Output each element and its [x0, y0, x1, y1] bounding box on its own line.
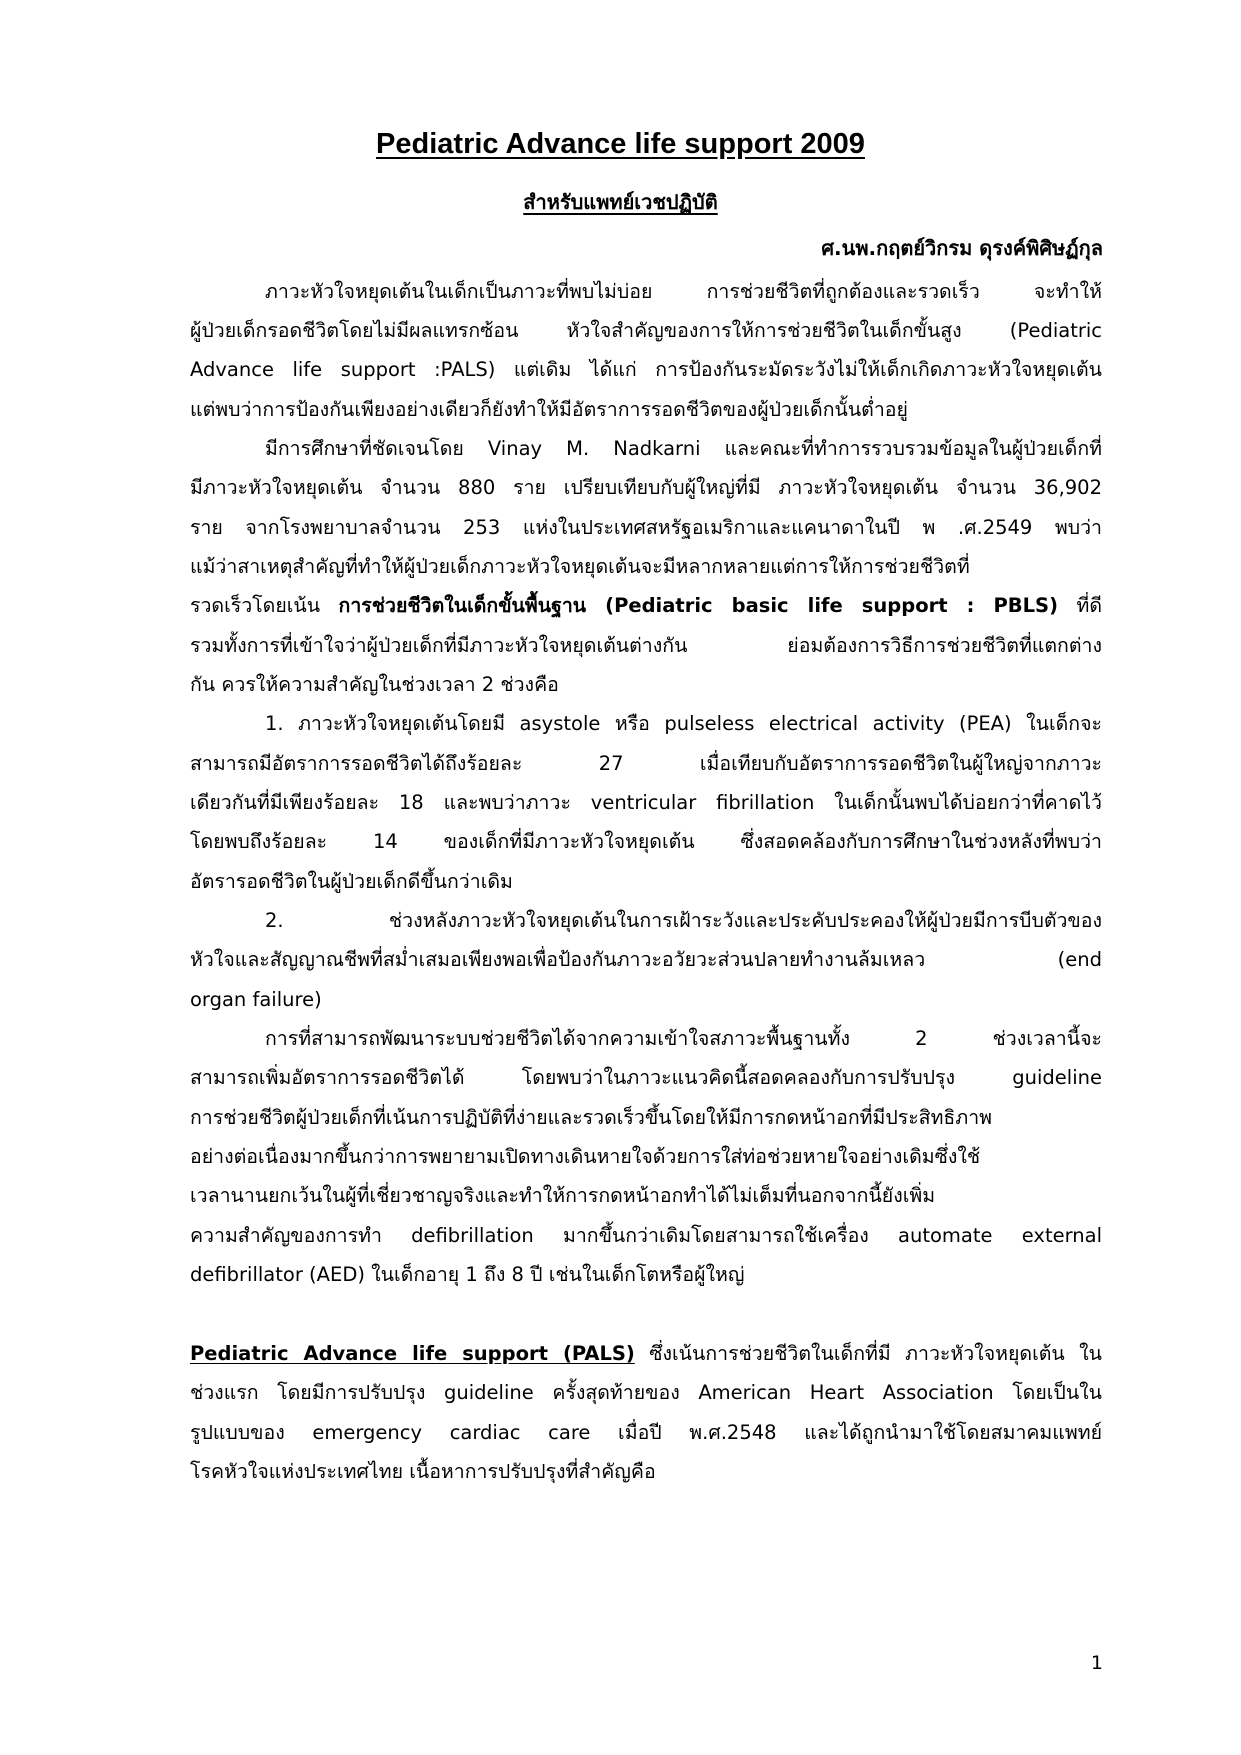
paragraph-text: ที่ดี	[1076, 594, 1102, 617]
paragraph-line: การช่วยชีวิตผู้ป่วยเด็กที่เน้นการปฏิบัติที่ง่ายและรวดเร็วขึ้นโดยให้มีการกดหน้าอกที่มีประสิทธิภาพ	[190, 1106, 992, 1129]
paragraph-line: defibrillator (AED) ในเด็กอายุ 1 ถึง 8 ปี เช่นในเด็กโตหรือผู้ใหญ่	[190, 1263, 745, 1286]
paragraph-line: แต่พบว่าการป้องกันเพียงอย่างเดียวก็ยังทำให้มีอัตราการรอดชีวิตของผู้ป่วยเด็กนั้นต่ำอยู่	[190, 398, 908, 421]
paragraph-text: ซึ่งเน้นการช่วยชีวิตในเด็กที่มี ภาวะหัวใจหยุดเต้น ใน	[649, 1342, 1103, 1365]
list-item-line: หัวใจและสัญญาณชีพที่สม่ำเสมอเพียงพอเพื่อป้องกันภาวะอวัยวะส่วนปลายทำงานล้มเหลว (end	[190, 948, 1102, 971]
paragraph-line	[190, 1344, 1102, 1364]
document-subtitle: สำหรับแพทย์เวชปฏิบัติ	[523, 190, 718, 214]
section-heading-pals: Pediatric Advance life support (PALS)	[190, 1342, 635, 1365]
paragraph-line: รวมทั้งการที่เข้าใจว่าผู้ป่วยเด็กที่มีภาวะหัวใจหยุดเต้นต่างกัน ย่อมต้องการวิธีการช่วยชีวิตที่แตกต่าง	[190, 634, 1102, 657]
list-item-line: เดียวกันที่มีเพียงร้อยละ 18 และพบว่าภาวะ ventricular fibrillation ในเด็กนั้นพบได้บ่อยกว่าที่คาดไว้	[190, 791, 1102, 814]
paragraph-line	[190, 596, 1102, 616]
paragraph-line: โรคหัวใจแห่งประเทศไทย เนื้อหาการปรับปรุงที่สำคัญคือ	[190, 1460, 656, 1483]
list-item-line: 2. ช่วงหลังภาวะหัวใจหยุดเต้นในการเฝ้าระวังและประคับประคองให้ผู้ป่วยมีการบีบตัวของ	[265, 909, 1102, 932]
paragraph-line: ผู้ป่วยเด็กรอดชีวิตโดยไม่มีผลแทรกซ้อน หัวใจสำคัญของการให้การช่วยชีวิตในเด็กขั้นสูง (Pediatric	[190, 319, 1102, 342]
list-item-line: โดยพบถึงร้อยละ 14 ของเด็กที่มีภาวะหัวใจหยุดเต้น ซึ่งสอดคล้องกับการศึกษาในช่วงหลังที่พบว่า	[190, 830, 1102, 853]
paragraph-line: ราย จากโรงพยาบาลจำนวน 253 แห่งในประเทศสหรัฐอเมริกาและแคนาดาในปี พ .ศ.2549 พบว่า	[190, 516, 1102, 539]
paragraph-line: รูปแบบของ emergency cardiac care เมื่อปี พ.ศ.2548 และได้ถูกนำมาใช้โดยสมาคมแพทย์	[190, 1421, 1102, 1444]
paragraph-line: ความสำคัญของการทำ defibrillation มากขึ้นกว่าเดิมโดยสามารถใช้เครื่อง automate external	[190, 1224, 1102, 1247]
author-name: ศ.นพ.กฤตย์วิกรม ดุรงค์พิศิษฏ์กุล	[821, 236, 1103, 260]
document-title: Pediatric Advance life support 2009	[376, 128, 865, 160]
paragraph-line: Advance life support :PALS) แต่เดิม ได้แก่ การป้องกันระมัดระวังไม่ให้เด็กเกิดภาวะหัวใจหยุดเต้น	[190, 358, 1102, 381]
paragraph-line: สามารถเพิ่มอัตราการรอดชีวิตได้ โดยพบว่าในภาวะแนวคิดนี้สอดคลองกับการปรับปรุง guideline	[190, 1066, 1102, 1089]
list-item-line: อัตรารอดชีวิตในผู้ป่วยเด็กดีขึ้นกว่าเดิม	[190, 870, 513, 893]
paragraph-line: มีภาวะหัวใจหยุดเต้น จำนวน 880 ราย เปรียบเทียบกับผู้ใหญ่ที่มี ภาวะหัวใจหยุดเต้น จำนวน 36,902	[190, 476, 1102, 499]
page-number: 1	[1090, 1652, 1103, 1674]
paragraph-line: มีการศึกษาที่ชัดเจนโดย Vinay M. Nadkarni และคณะที่ทำการรวบรวมข้อมูลในผู้ป่วยเด็กที่	[265, 437, 1102, 460]
paragraph-line: การที่สามารถพัฒนาระบบช่วยชีวิตได้จากความเข้าใจสภาวะพื้นฐานทั้ง 2 ช่วงเวลานี้จะ	[265, 1027, 1102, 1050]
paragraph-text: รวดเร็วโดยเน้น	[190, 594, 321, 617]
list-item-line: 1. ภาวะหัวใจหยุดเต้นโดยมี asystole หรือ pulseless electrical activity (PEA) ในเด็กจะ	[265, 712, 1102, 735]
paragraph-line: อย่างต่อเนื่องมากขึ้นกว่าการพยายามเปิดทางเดินหายใจด้วยการใส่ท่อช่วยหายใจอย่างเดิมซึ่งใช้	[190, 1145, 981, 1168]
list-item-line: organ failure)	[190, 988, 322, 1011]
paragraph-line: ช่วงแรก โดยมีการปรับปรุง guideline ครั้งสุดท้ายของ American Heart Association โดยเป็นใน	[190, 1381, 1102, 1404]
paragraph-line: ภาวะหัวใจหยุดเต้นในเด็กเป็นภาวะที่พบไม่บ่อย การช่วยชีวิตที่ถูกต้องและรวดเร็ว จะทำให้	[265, 280, 1102, 303]
paragraph-line: เวลานานยกเว้นในผู้ที่เชี่ยวชาญจริงและทำให้การกดหน้าอกทำได้ไม่เต็มที่นอกจากนี้ยังเพิ่ม	[190, 1184, 936, 1207]
paragraph-line: แม้ว่าสาเหตุสำคัญที่ทำให้ผู้ป่วยเด็กภาวะหัวใจหยุดเต้นจะมีหลากหลายแต่การให้การช่วยชีวิตที่	[190, 555, 970, 578]
list-item-line: สามารถมีอัตราการรอดชีวิตได้ถึงร้อยละ 27 เมื่อเทียบกับอัตราการรอดชีวิตในผู้ใหญ่จากภาวะ	[190, 752, 1102, 775]
paragraph-line: กัน ควรให้ความสำคัญในช่วงเวลา 2 ช่วงคือ	[190, 673, 559, 696]
bold-term-pbls: การช่วยชีวิตในเด็กขั้นพื้นฐาน (Pediatric basic life support : PBLS)	[338, 594, 1058, 617]
